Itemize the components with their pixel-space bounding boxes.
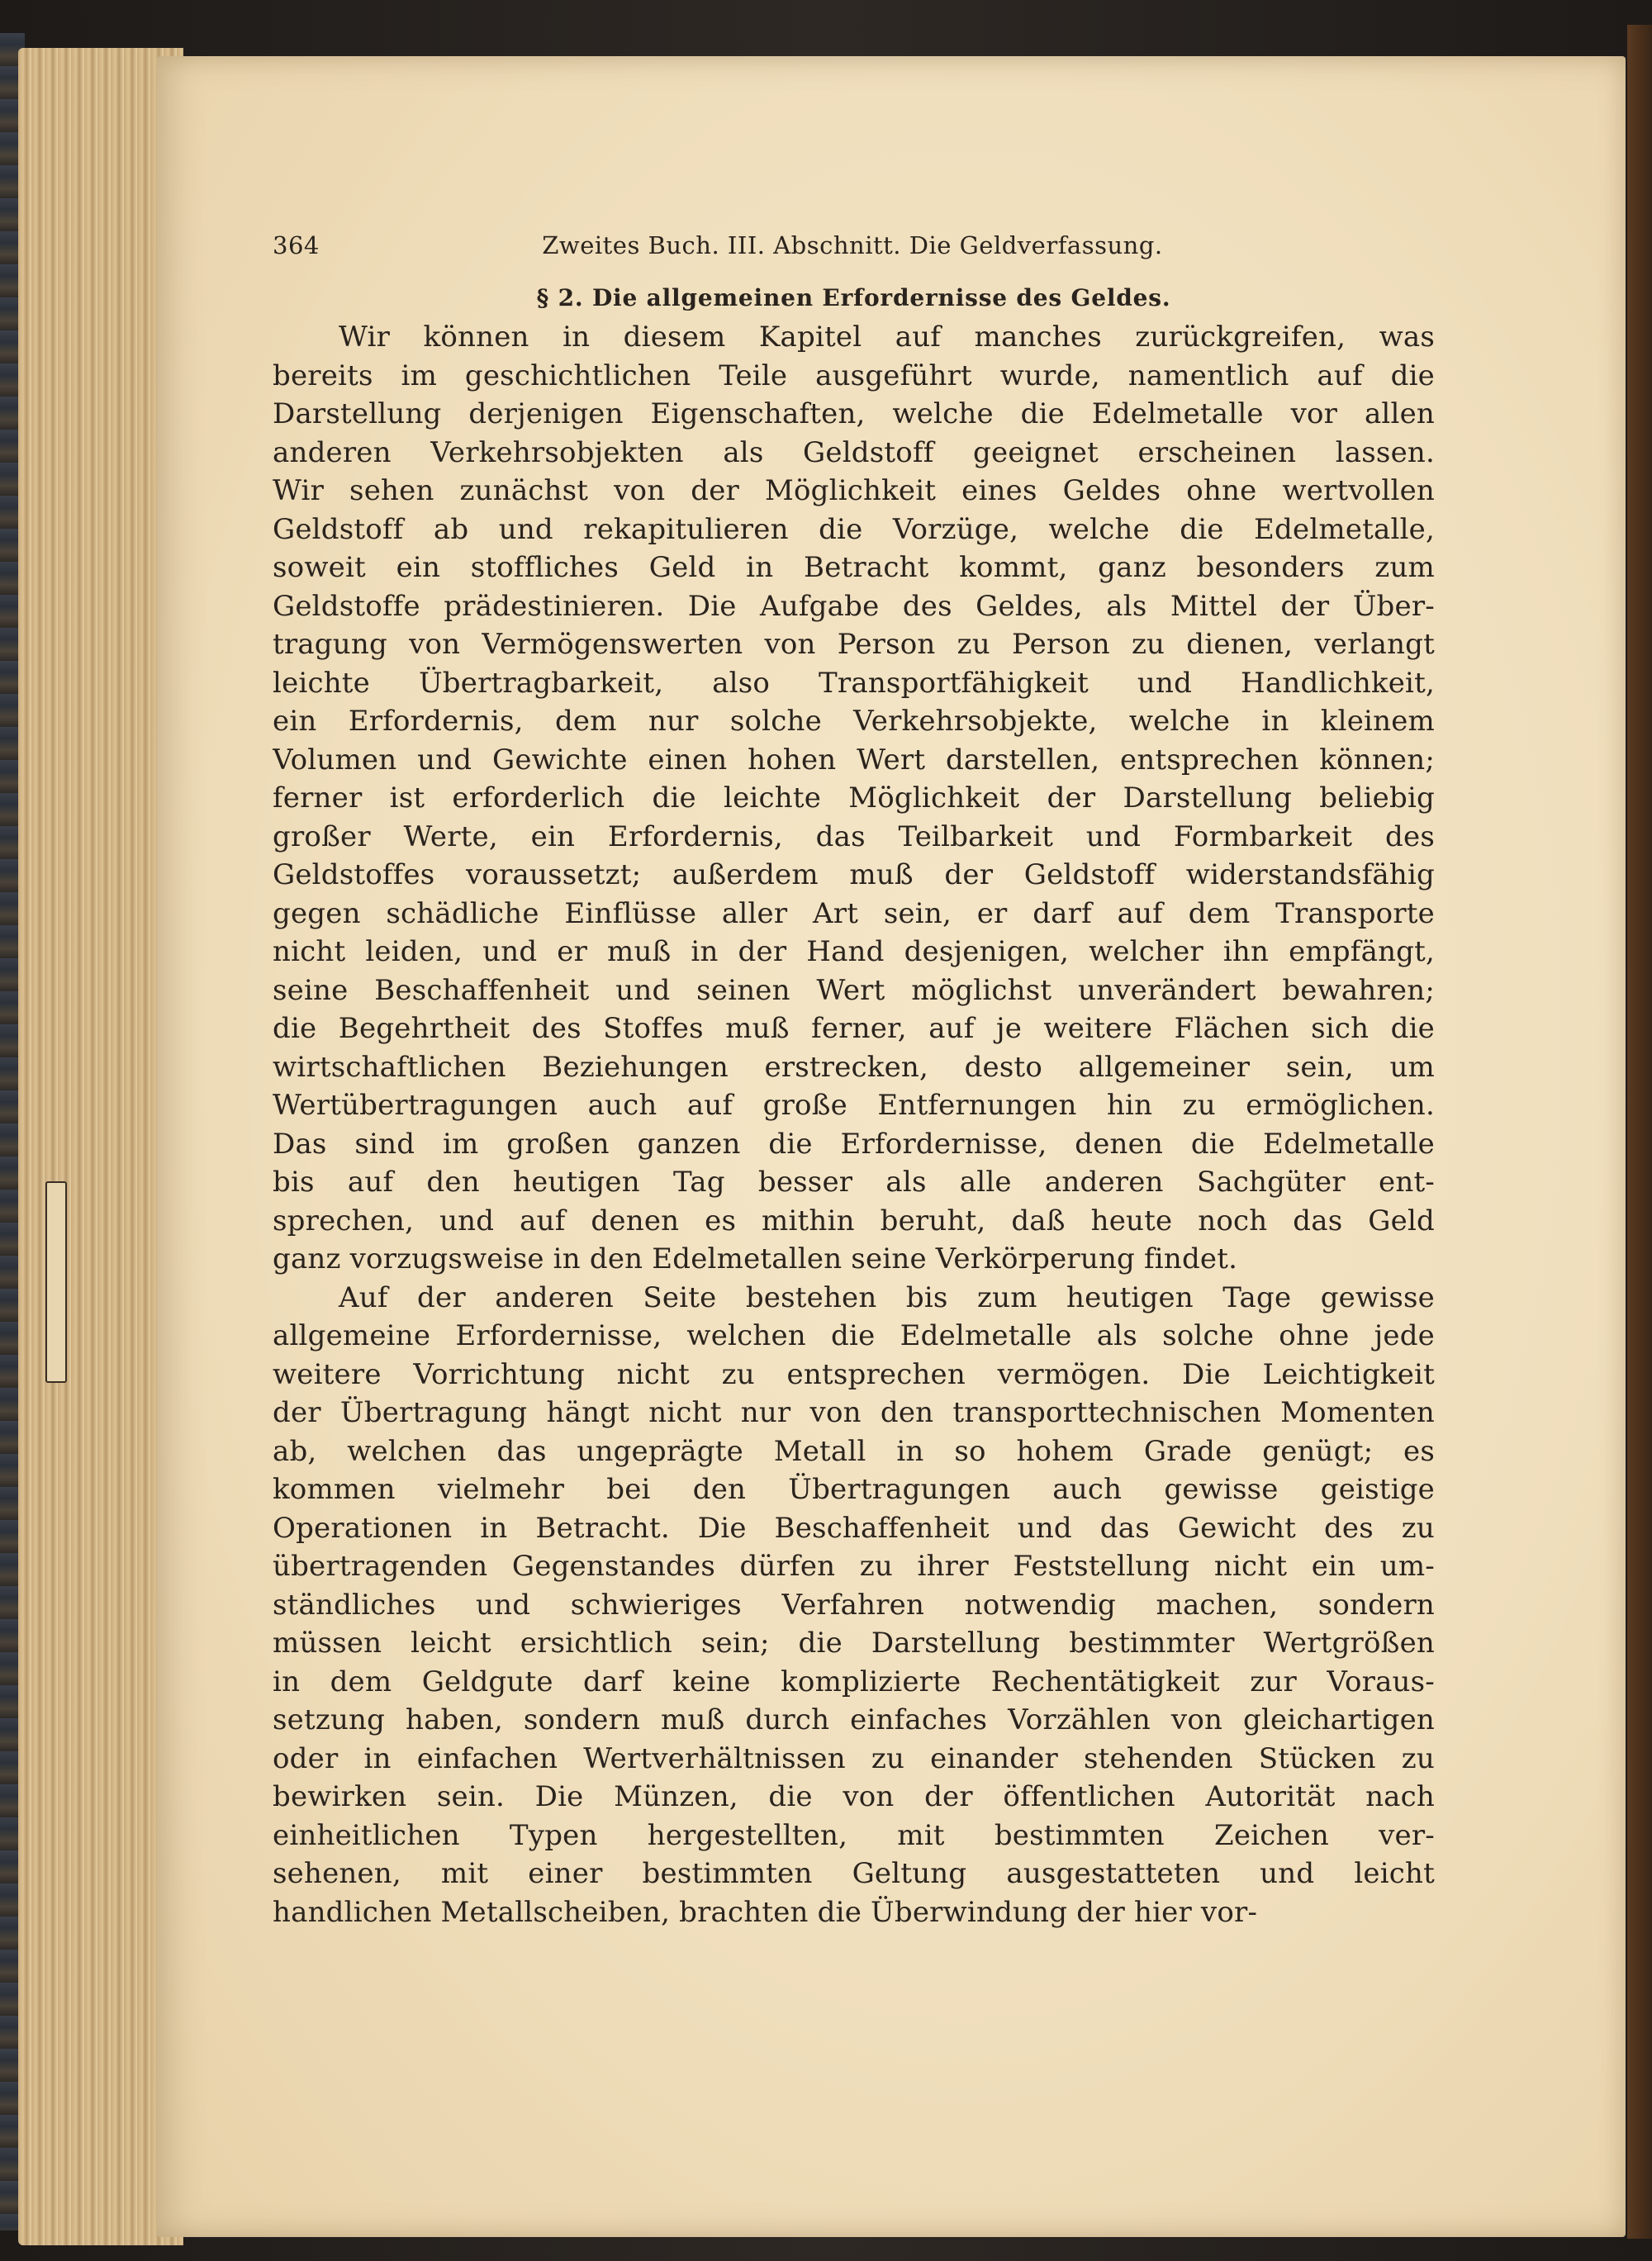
- book-cover-right: [1627, 25, 1652, 2239]
- text-line: ferner ist erforderlich die leichte Möglichkeit der Darstellung beliebig: [273, 781, 1435, 815]
- section-title: § 2. Die allgemeinen Erfordernisse des Geldes.: [536, 284, 1171, 311]
- text-line: tragung von Vermögenswerten von Person zu Person zu dienen, verlangt: [273, 628, 1435, 661]
- text-line: ständliches und schwieriges Verfahren notwendig machen, sondern: [273, 1588, 1435, 1622]
- text-line: wirtschaftlichen Beziehungen erstrecken, desto allgemeiner sein, um: [273, 1050, 1435, 1084]
- text-line: bereits im geschichtlichen Teile ausgeführt wurde, namentlich auf die: [273, 359, 1435, 392]
- text-line: sprechen, und auf denen es mithin beruht, daß heute noch das Geld: [273, 1204, 1435, 1237]
- text-line: sehenen, mit einer bestimmten Geltung ausgestatteten und leicht: [273, 1857, 1435, 1890]
- text-line: Wir sehen zunächst von der Möglichkeit eines Geldes ohne wertvollen: [273, 474, 1435, 507]
- text-line: Geldstoffe prädestinieren. Die Aufgabe des Geldes, als Mittel der Über-: [273, 589, 1435, 623]
- paragraph-1: [273, 318, 1435, 1279]
- text-line: gegen schädliche Einflüsse aller Art sein, er darf auf dem Transporte: [273, 896, 1435, 930]
- text-line: Operationen in Betracht. Die Beschaffenheit und das Gewicht des zu: [273, 1511, 1435, 1545]
- text-line: Das sind im großen ganzen die Erfordernisse, denen die Edelmetalle: [273, 1127, 1435, 1161]
- page-content: [273, 231, 1435, 1931]
- text-line: ganz vorzugsweise in den Edelmetallen seine Verkörperung findet.: [273, 1242, 1238, 1275]
- text-line: handlichen Metallscheiben, brachten die Überwindung der hier vor-: [273, 1895, 1258, 1929]
- text-line: Auf der anderen Seite bestehen bis zum heutigen Tage gewisse: [339, 1280, 1435, 1314]
- text-line: der Übertragung hängt nicht nur von den transporttechnischen Momenten: [273, 1396, 1435, 1429]
- text-line: die Begehrtheit des Stoffes muß ferner, auf je weitere Flächen sich die: [273, 1012, 1435, 1045]
- text-line: einheitlichen Typen hergestellten, mit bestimmten Zeichen ver-: [273, 1818, 1435, 1852]
- text-line: Wir können in diesem Kapitel auf manches zurückgreifen, was: [339, 321, 1435, 354]
- running-title: Zweites Buch. III. Abschnitt. Die Geldverfassung.: [542, 231, 1163, 259]
- text-line: übertragenden Gegenstandes dürfen zu ihrer Feststellung nicht ein um-: [273, 1550, 1435, 1583]
- text-line: nicht leiden, und er muß in der Hand desjenigen, welcher ihn empfängt,: [273, 935, 1435, 968]
- text-line: großer Werte, ein Erfordernis, das Teilbarkeit und Formbarkeit des: [273, 819, 1435, 853]
- text-line: kommen vielmehr bei den Übertragungen auch gewisse geistige: [273, 1473, 1435, 1506]
- text-line: müssen leicht ersichtlich sein; die Darstellung bestimmter Wertgrößen: [273, 1627, 1435, 1660]
- text-line: seine Beschaffenheit und seinen Wert möglichst unverändert bewahren;: [273, 973, 1435, 1007]
- text-line: in dem Geldgute darf keine komplizierte Rechentätigkeit zur Voraus-: [273, 1665, 1435, 1698]
- text-line: Geldstoff ab und rekapitulieren die Vorzüge, welche die Edelmetalle,: [273, 512, 1435, 546]
- text-line: oder in einfachen Wertverhältnissen zu einander stehenden Stücken zu: [273, 1741, 1435, 1775]
- text-line: ab, welchen das ungeprägte Metall in so hohem Grade genügt; es: [273, 1434, 1435, 1468]
- text-line: soweit ein stoffliches Geld in Betracht kommt, ganz besonders zum: [273, 551, 1435, 584]
- text-line: setzung haben, sondern muß durch einfaches Vorzählen von gleichartigen: [273, 1703, 1435, 1736]
- bookmark-tab: [45, 1181, 67, 1383]
- text-line: allgemeine Erfordernisse, welchen die Edelmetalle als solche ohne jede: [273, 1319, 1435, 1352]
- page-number: 364: [273, 231, 320, 259]
- text-line: Volumen und Gewichte einen hohen Wert darstellen, entsprechen können;: [273, 743, 1435, 777]
- text-line: bis auf den heutigen Tag besser als alle anderen Sachgüter ent-: [273, 1166, 1435, 1199]
- text-line: leichte Übertragbarkeit, also Transportfähigkeit und Handlichkeit,: [273, 666, 1435, 700]
- text-line: Geldstoffes voraussetzt; außerdem muß der Geldstoff widerstandsfähig: [273, 858, 1435, 891]
- text-line: Wertübertragungen auch auf große Entfernungen hin zu ermöglichen.: [273, 1089, 1435, 1122]
- text-line: weitere Vorrichtung nicht zu entsprechen vermögen. Die Leichtigkeit: [273, 1357, 1435, 1391]
- text-line: Darstellung derjenigen Eigenschaften, welche die Edelmetalle vor allen: [273, 397, 1435, 430]
- paragraph-2: [273, 1279, 1435, 1932]
- text-line: ein Erfordernis, dem nur solche Verkehrsobjekte, welche in kleinem: [273, 705, 1435, 738]
- text-line: bewirken sein. Die Münzen, die von der öffentlichen Autorität nach: [273, 1780, 1435, 1813]
- text-line: anderen Verkehrsobjekten als Geldstoff geeignet erscheinen lassen.: [273, 435, 1435, 469]
- page-header: [273, 231, 1435, 259]
